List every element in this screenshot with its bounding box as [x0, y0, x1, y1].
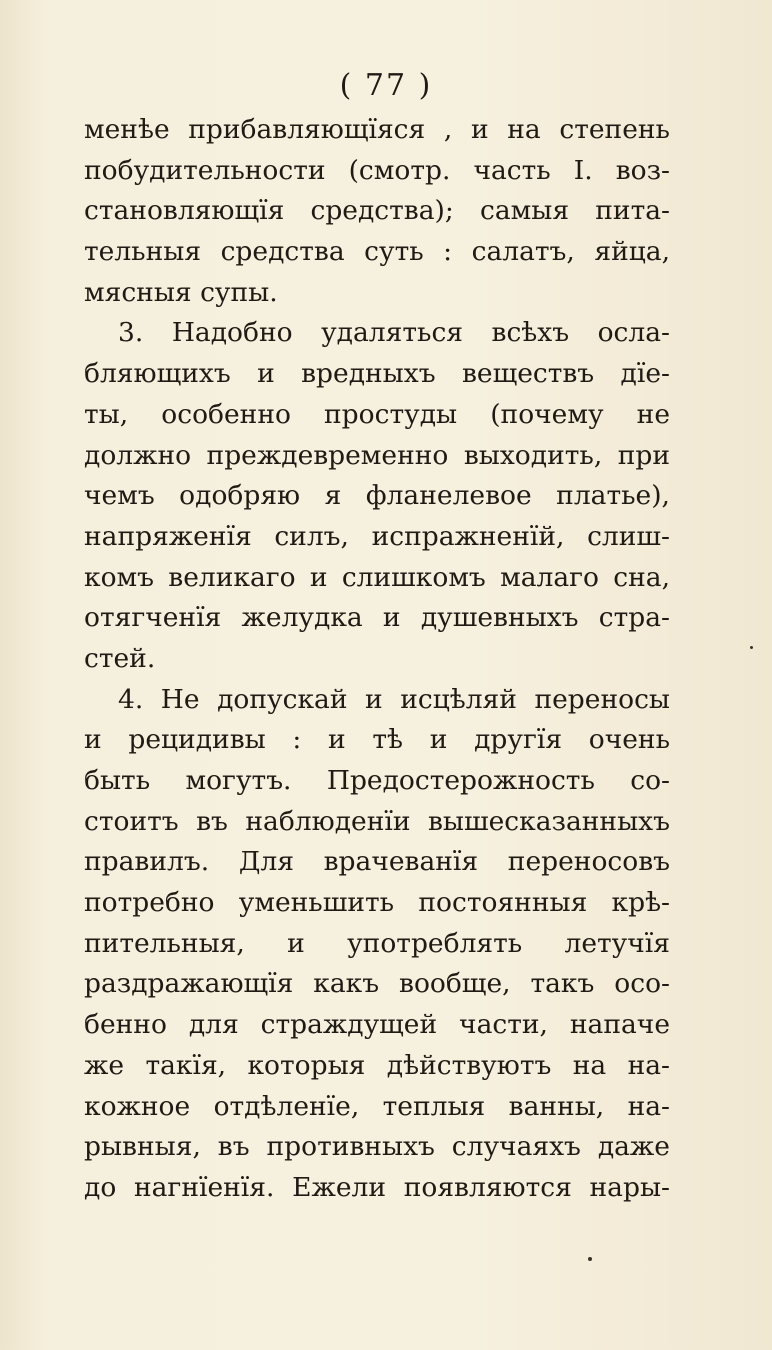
- text-line: комъ великаго и слишкомъ малаго сна,: [84, 561, 670, 593]
- text-line: должно преждевременно выходить, при: [84, 439, 670, 471]
- text-line: тельныя средства суть : салатъ, яйца,: [84, 236, 670, 268]
- ink-speck: [588, 1257, 592, 1261]
- text-body: [84, 110, 670, 1209]
- text-line: ты, особенно простуды (почему не: [84, 398, 670, 430]
- text-line: же такїя, которыя дѣйствуютъ на на-: [84, 1049, 670, 1081]
- text-line: до нагнїенїя. Ежели появляются нары-: [84, 1171, 670, 1203]
- paragraph-2: [84, 313, 670, 679]
- text-line: стей.: [84, 642, 156, 674]
- text-line: бляющихъ и вредныхъ веществъ дїе-: [84, 358, 670, 390]
- text-line: раздражающїя какъ вообще, такъ осо-: [84, 968, 670, 1000]
- text-line: бенно для страждущей части, напаче: [84, 1009, 670, 1041]
- paragraph-1: [84, 110, 670, 313]
- text-line: кожное отдѣленїе, теплыя ванны, на-: [84, 1090, 670, 1122]
- text-line: быть могутъ. Предостерожность со-: [84, 765, 670, 796]
- text-line: и рецидивы : и тѣ и другїя очень: [84, 724, 670, 756]
- text-line: чемъ одобряю я фланелевое платье),: [84, 480, 670, 512]
- text-line: 4. Не допускай и исцѣляй переносы: [118, 683, 670, 715]
- text-line: напряженїя силъ, испражненїй, слиш-: [84, 520, 670, 552]
- text-line: 3. Надобно удаляться всѣхъ осла-: [118, 317, 670, 349]
- text-line: отягченїя желудка и душевныхъ стра-: [84, 602, 670, 634]
- text-line: правилъ. Для врачеванїя переносовъ: [84, 846, 670, 878]
- text-line: мясныя супы.: [84, 276, 278, 308]
- text-line: рывныя, въ противныхъ случаяхъ даже: [84, 1131, 670, 1163]
- paragraph-3: [84, 680, 670, 1209]
- page-number: ( 77 ): [339, 68, 433, 103]
- text-line: побудительности (смотр. часть I. воз-: [84, 154, 670, 186]
- text-line: становляющїя средства); самыя пита-: [84, 195, 670, 227]
- text-line: пительныя, и употреблять летучїя: [84, 927, 670, 959]
- ink-speck: [750, 646, 753, 649]
- text-line: менѣе прибавляющїяся , и на степень: [84, 114, 670, 145]
- text-line: потребно уменьшить постоянныя крѣ-: [84, 887, 670, 919]
- text-line: стоитъ въ наблюденїи вышесказанныхъ: [84, 805, 670, 837]
